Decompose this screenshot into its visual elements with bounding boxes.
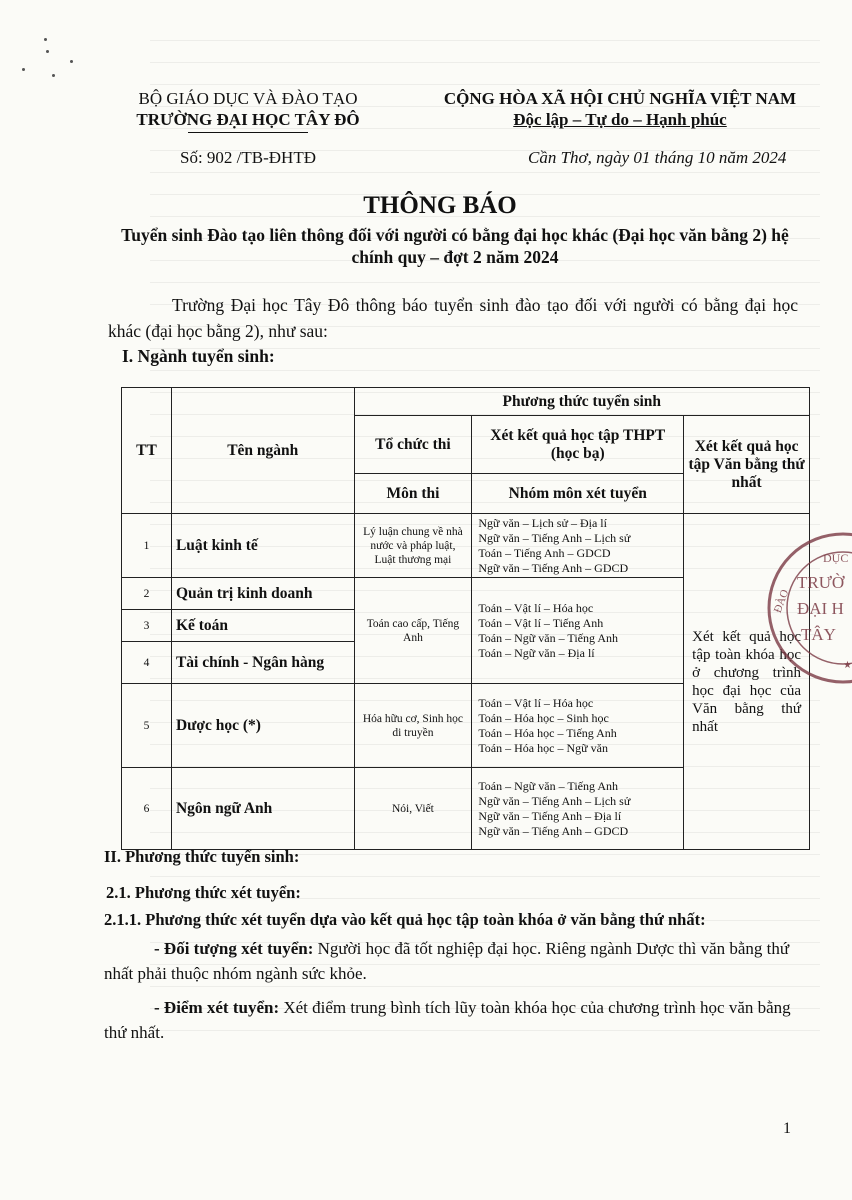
document-title: THÔNG BÁO bbox=[363, 192, 517, 219]
issue-date: Cần Thơ, ngày 01 tháng 10 năm 2024 bbox=[528, 148, 787, 167]
svg-text:ĐÀO: ĐÀO bbox=[771, 588, 792, 615]
admission-table bbox=[121, 387, 810, 850]
major-name: Kế toán bbox=[171, 610, 354, 642]
score-text: Xét điểm trung bình tích lũy toàn khóa học của chương trình học văn bằng thứ nhất. bbox=[104, 998, 791, 1042]
row-number: 3 bbox=[122, 610, 172, 642]
eligibility-paragraph bbox=[104, 936, 799, 986]
major-name: Dược học (*) bbox=[171, 684, 354, 768]
major-name: Tài chính - Ngân hàng bbox=[171, 642, 354, 684]
subject-groups bbox=[472, 514, 684, 578]
header-major: Tên ngành bbox=[171, 388, 354, 514]
subject-group: Ngữ văn – Tiếng Anh – Địa lí bbox=[478, 808, 622, 823]
row-number: 4 bbox=[122, 642, 172, 684]
subject-group: Toán – Hóa học – Ngữ văn bbox=[478, 740, 608, 755]
ministry-name: BỘ GIÁO DỤC VÀ ĐÀO TẠO bbox=[138, 89, 358, 108]
subject-group: Ngữ văn – Tiếng Anh – Lịch sử bbox=[478, 793, 631, 808]
header-subjects: Môn thi bbox=[354, 474, 472, 514]
row-number: 6 bbox=[122, 768, 172, 850]
subject-groups bbox=[472, 578, 684, 684]
university-seal-stamp bbox=[763, 528, 852, 688]
subject-group: Ngữ văn – Tiếng Anh – GDCD bbox=[478, 823, 629, 838]
row-number: 5 bbox=[122, 684, 172, 768]
exam-subjects: Lý luận chung về nhà nước và pháp luật, Luật thương mại bbox=[354, 514, 472, 578]
row-number: 2 bbox=[122, 578, 172, 610]
subject-group: Ngữ văn – Tiếng Anh – GDCD bbox=[478, 560, 629, 575]
document-subtitle: Tuyển sinh Đào tạo liên thông đối với người có bằng đại học khác (Đại học văn bằng 2) hệ chính quy – đợt 2 năm 2024 bbox=[121, 225, 789, 267]
row-number: 1 bbox=[122, 514, 172, 578]
subject-group: Toán – Ngữ văn – Địa lí bbox=[478, 645, 595, 660]
header-methods: Phương thức tuyển sinh bbox=[354, 388, 809, 416]
degree-method-note: Xét kết quả học tập toàn khóa học ở chương trình học đại học của Văn bằng thứ nhất bbox=[684, 514, 810, 850]
subject-group: Toán – Vật lí – Tiếng Anh bbox=[478, 615, 604, 630]
svg-text:TÂY: TÂY bbox=[801, 625, 836, 644]
exam-subjects: Toán cao cấp, Tiếng Anh bbox=[354, 578, 472, 684]
subject-group: Ngữ văn – Lịch sử – Địa lí bbox=[478, 515, 607, 530]
subject-group: Ngữ văn – Tiếng Anh – Lịch sử bbox=[478, 530, 631, 545]
subject-group: Toán – Hóa học – Sinh học bbox=[478, 710, 609, 725]
header-degree: Xét kết quả học tập Văn bằng thứ nhất bbox=[684, 416, 810, 514]
section-2-1-heading: 2.1. Phương thức xét tuyển: bbox=[106, 883, 301, 902]
national-motto-block bbox=[430, 88, 810, 130]
header-groups: Nhóm môn xét tuyển bbox=[472, 474, 684, 514]
country-name: CỘNG HÒA XÃ HỘI CHỦ NGHĨA VIỆT NAM bbox=[443, 89, 797, 108]
section-2-heading: II. Phương thức tuyển sinh: bbox=[104, 847, 300, 866]
page-number: 1 bbox=[783, 1120, 791, 1137]
eligibility-label: - Đối tượng xét tuyển: bbox=[154, 939, 314, 958]
major-name: Luật kinh tế bbox=[171, 514, 354, 578]
section-1-heading: I. Ngành tuyển sinh: bbox=[122, 346, 275, 366]
issuer-underline bbox=[188, 132, 308, 133]
major-name: Quản trị kinh doanh bbox=[171, 578, 354, 610]
eligibility-text: Người học đã tốt nghiệp đại học. Riêng ngành Dược thì văn bằng thứ nhất phải thuộc nhóm ngành sức khỏe. bbox=[104, 939, 790, 983]
score-paragraph bbox=[104, 995, 799, 1045]
document-number: Số: 902 /TB-ĐHTĐ bbox=[180, 148, 316, 167]
svg-text:ĐẠI H: ĐẠI H bbox=[797, 599, 844, 618]
exam-subjects: Nói, Viết bbox=[354, 768, 472, 850]
svg-text:TRƯỜ: TRƯỜ bbox=[797, 573, 845, 592]
score-label: - Điểm xét tuyển: bbox=[154, 998, 280, 1017]
subject-group: Toán – Vật lí – Hóa học bbox=[478, 600, 594, 615]
university-name: TRƯỜNG ĐẠI HỌC TÂY ĐÔ bbox=[136, 110, 360, 129]
svg-text:★: ★ bbox=[843, 660, 852, 671]
subject-group: Toán – Ngữ văn – Tiếng Anh bbox=[478, 778, 618, 793]
header-tt: TT bbox=[122, 388, 172, 514]
subject-group: Toán – Hóa học – Tiếng Anh bbox=[478, 725, 617, 740]
subject-groups bbox=[472, 768, 684, 850]
table-row bbox=[122, 514, 810, 578]
major-name: Ngôn ngữ Anh bbox=[171, 768, 354, 850]
subject-group: Toán – Ngữ văn – Tiếng Anh bbox=[478, 630, 618, 645]
svg-text:DỤC: DỤC bbox=[823, 551, 849, 565]
intro-paragraph: Trường Đại học Tây Đô thông báo tuyển sinh đào tạo đối với người có bằng đại học khác (đại học bằng 2), như sau: bbox=[108, 295, 798, 341]
exam-subjects: Hóa hữu cơ, Sinh học di truyền bbox=[354, 684, 472, 768]
motto: Độc lập – Tự do – Hạnh phúc bbox=[513, 110, 727, 129]
subject-groups bbox=[472, 684, 684, 768]
subject-group: Toán – Tiếng Anh – GDCD bbox=[478, 545, 611, 560]
header-transcript: Xét kết quả học tập THPT (học bạ) bbox=[472, 416, 684, 474]
issuer-block bbox=[118, 88, 378, 168]
header-exam: Tổ chức thi bbox=[354, 416, 472, 474]
section-2-1-1-heading: 2.1.1. Phương thức xét tuyển dựa vào kết quả học tập toàn khóa ở văn bằng thứ nhất: bbox=[104, 910, 706, 929]
subject-group: Toán – Vật lí – Hóa học bbox=[478, 695, 594, 710]
